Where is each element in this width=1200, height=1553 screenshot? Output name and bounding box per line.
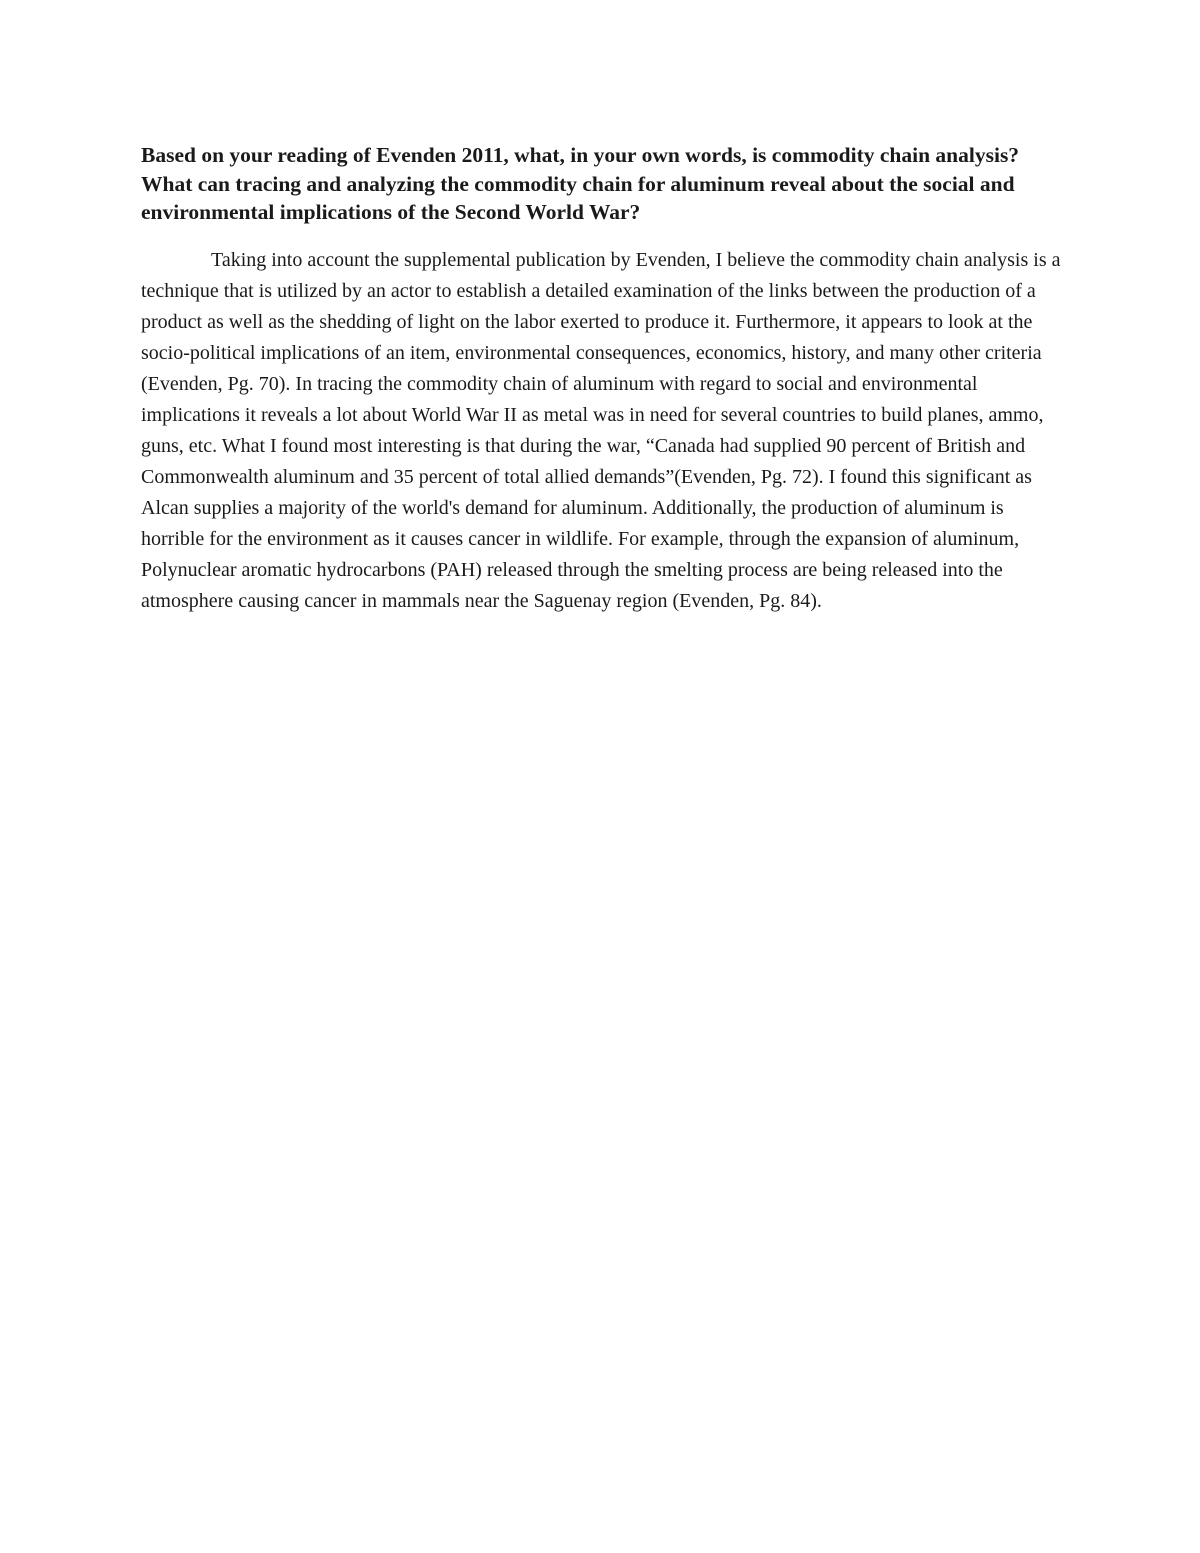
question-heading: Based on your reading of Evenden 2011, what, in your own words, is commodity chain analysis? What can tracing and analyzing the commodity chain for aluminum reveal about the social and environmental implications of the Second World War?: [141, 143, 1020, 224]
answer-paragraph: Taking into account the supplemental publication by Evenden, I believe the commodity chain analysis is a technique that is utilized by an actor to establish a detailed examination of the links between the production of a product as well as the shedding of light on the labor exerted to produce it. Furthermore, it appears to look at the socio-political implications of an item, environmental consequences, economics, history, and many other criteria (Evenden, Pg. 70). In tracing the commodity chain of aluminum with regard to social and environmental implications it reveals a lot about World War II as metal was in need for several countries to build planes, ammo, guns, etc. What I found most interesting is that during the war, “Canada had supplied 90 percent of British and Commonwealth aluminum and 35 percent of total allied demands”(Evenden, Pg. 72). I found this significant as Alcan supplies a majority of the world's demand for aluminum. Additionally, the production of aluminum is horrible for the environment as it causes cancer in wildlife. For example, through the expansion of aluminum, Polynuclear aromatic hydrocarbons (PAH) released through the smelting process are being released into the atmosphere causing cancer in mammals near the Saguenay region (Evenden, Pg. 84).: [141, 248, 1061, 612]
page-content: [141, 141, 1061, 617]
